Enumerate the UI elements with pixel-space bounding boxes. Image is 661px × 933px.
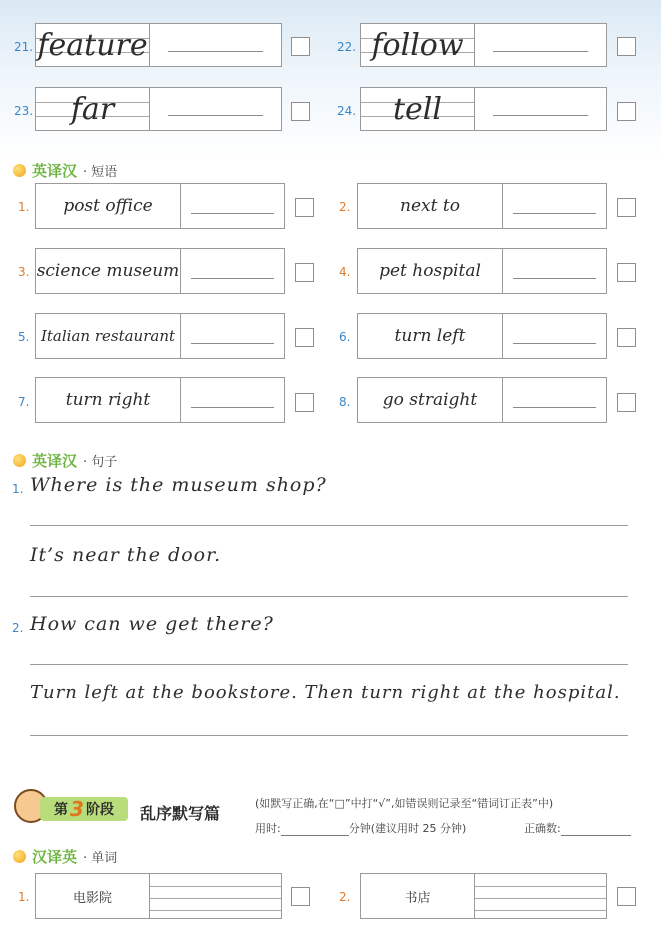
item-number: 1. — [18, 200, 30, 214]
item-number: 3. — [18, 265, 30, 279]
section-subtitle: · 短语 — [83, 165, 118, 180]
word-card — [35, 23, 282, 67]
time-row: 用时: 分钟(建议用时 25 分钟) — [255, 822, 467, 835]
check-box[interactable] — [291, 37, 310, 56]
word-cell — [361, 88, 475, 130]
answer-cell[interactable] — [503, 249, 606, 293]
item-number: 23. — [14, 104, 34, 118]
phrase-text: science museum — [36, 261, 180, 281]
word-text: 书店 — [404, 890, 431, 906]
answer-cell[interactable] — [150, 24, 281, 66]
phrase-card — [35, 248, 285, 294]
writing-line[interactable] — [30, 596, 628, 597]
phrase-cell — [36, 184, 181, 228]
sentence-number: 1. — [12, 482, 24, 496]
word-cell — [361, 24, 475, 66]
section-header-words — [13, 846, 117, 867]
word-text: far — [70, 91, 115, 127]
bullet-icon — [13, 454, 26, 467]
answer-cell[interactable] — [503, 378, 606, 422]
section-title: 汉译英 — [32, 848, 78, 866]
word-text: 电影院 — [72, 890, 112, 906]
phrase-card — [35, 183, 285, 229]
correct-count-field[interactable] — [561, 835, 631, 836]
item-number: 22. — [337, 40, 357, 54]
answer-cell[interactable] — [503, 314, 606, 358]
phrase-card — [35, 377, 285, 423]
section-subtitle: · 句子 — [83, 455, 118, 470]
instruction-text: (如默写正确,在“□”中打“√”,如错误则记录至“错词订正表”中) — [255, 797, 554, 810]
stage-number: 3 — [70, 797, 84, 821]
phrase-cell — [36, 378, 181, 422]
sentence-question: Where is the museum shop? — [30, 474, 327, 496]
item-number: 4. — [339, 265, 351, 279]
check-box[interactable] — [295, 393, 314, 412]
answer-cell[interactable] — [181, 378, 284, 422]
check-box[interactable] — [295, 198, 314, 217]
sentence-answer: It’s near the door. — [30, 544, 222, 566]
phrase-cell — [358, 314, 503, 358]
word-card — [360, 87, 607, 131]
answer-cell[interactable] — [150, 874, 281, 918]
section-header-phrases — [13, 160, 117, 181]
check-box[interactable] — [617, 887, 636, 906]
check-box[interactable] — [617, 37, 636, 56]
answer-cell[interactable] — [475, 874, 606, 918]
check-box[interactable] — [617, 263, 636, 282]
check-box[interactable] — [291, 887, 310, 906]
answer-cell[interactable] — [150, 88, 281, 130]
item-number: 21. — [14, 40, 34, 54]
word-cell — [36, 88, 150, 130]
item-number: 6. — [339, 330, 351, 344]
item-number: 24. — [337, 104, 357, 118]
word-cell — [361, 874, 475, 918]
section-title: 英译汉 — [32, 452, 78, 470]
section-header-sentences — [13, 450, 117, 471]
phrase-text: pet hospital — [379, 261, 481, 281]
phrase-text: next to — [400, 196, 460, 216]
item-number: 2. — [339, 200, 351, 214]
sentence-number: 2. — [12, 621, 24, 635]
check-box[interactable] — [617, 393, 636, 412]
phrase-text: turn left — [394, 326, 466, 346]
word-text: follow — [371, 27, 464, 63]
phrase-card — [357, 248, 607, 294]
answer-cell[interactable] — [475, 88, 606, 130]
word-text: tell — [393, 91, 442, 127]
word-cell — [36, 24, 150, 66]
phrase-text: post office — [63, 196, 153, 216]
writing-line[interactable] — [30, 664, 628, 665]
phrase-card — [357, 183, 607, 229]
section-subtitle: · 单词 — [83, 851, 118, 866]
phrase-cell — [358, 249, 503, 293]
phrase-text: turn right — [65, 390, 151, 410]
answer-cell[interactable] — [181, 314, 284, 358]
phrase-text: go straight — [382, 390, 478, 410]
word-text: feature — [37, 27, 148, 63]
answer-cell[interactable] — [181, 184, 284, 228]
stage-title: 乱序默写篇 — [140, 804, 221, 823]
answer-cell[interactable] — [181, 249, 284, 293]
check-box[interactable] — [295, 328, 314, 347]
check-box[interactable] — [617, 328, 636, 347]
stage-banner — [14, 787, 250, 835]
bullet-icon — [13, 164, 26, 177]
word-card — [35, 87, 282, 131]
check-box[interactable] — [617, 198, 636, 217]
answer-cell[interactable] — [503, 184, 606, 228]
answer-cell[interactable] — [475, 24, 606, 66]
item-number: 1. — [18, 890, 30, 904]
phrase-card — [357, 313, 607, 359]
section-title: 英译汉 — [32, 162, 78, 180]
phrase-cell — [36, 314, 181, 358]
writing-line[interactable] — [30, 525, 628, 526]
stage-tag: 第 3 阶段 — [40, 797, 128, 821]
phrase-cell — [36, 249, 181, 293]
check-box[interactable] — [295, 263, 314, 282]
time-field[interactable] — [281, 835, 349, 836]
phrase-cell — [358, 184, 503, 228]
word-cell — [36, 874, 150, 918]
check-box[interactable] — [291, 102, 310, 121]
check-box[interactable] — [617, 102, 636, 121]
sentence-answer: Turn left at the bookstore. Then turn right at the hospital. — [30, 682, 621, 703]
phrase-cell — [358, 378, 503, 422]
item-number: 2. — [339, 890, 351, 904]
correct-count-row: 正确数: — [524, 820, 631, 836]
phrase-text: Italian restaurant — [40, 327, 176, 345]
item-number: 8. — [339, 395, 351, 409]
item-number: 5. — [18, 330, 30, 344]
sentence-question: How can we get there? — [30, 613, 274, 635]
word-card — [35, 873, 282, 919]
phrase-card — [357, 377, 607, 423]
word-card — [360, 873, 607, 919]
item-number: 7. — [18, 395, 30, 409]
word-card — [360, 23, 607, 67]
bullet-icon — [13, 850, 26, 863]
writing-line[interactable] — [30, 735, 628, 736]
phrase-card — [35, 313, 285, 359]
